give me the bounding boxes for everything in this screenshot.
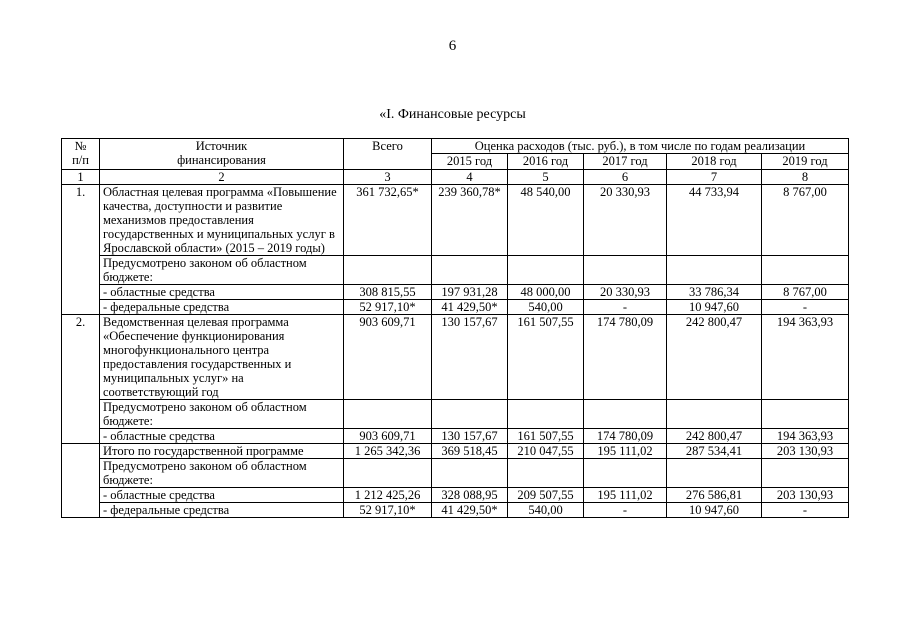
- header-year: 2018 год: [667, 154, 762, 170]
- row-value: 161 507,55: [508, 315, 584, 400]
- column-numbers-row: [62, 170, 849, 185]
- row-value: 194 363,93: [762, 315, 849, 400]
- row-value: 44 733,94: [667, 185, 762, 256]
- row-description: - областные средства: [100, 285, 344, 300]
- row-value: 540,00: [508, 503, 584, 518]
- row-value: 48 540,00: [508, 185, 584, 256]
- row-value: 41 429,50*: [432, 300, 508, 315]
- row-value: 20 330,93: [584, 285, 667, 300]
- header-total: Всего: [344, 139, 432, 170]
- row-value: 242 800,47: [667, 429, 762, 444]
- header-year: 2016 год: [508, 154, 584, 170]
- row-index: [62, 444, 100, 518]
- row-value: 308 815,55: [344, 285, 432, 300]
- table-row: [62, 300, 849, 315]
- row-value: 20 330,93: [584, 185, 667, 256]
- row-value: 174 780,09: [584, 315, 667, 400]
- row-description: Предусмотрено законом об областном бюджете:: [100, 256, 344, 285]
- row-value: 328 088,95: [432, 488, 508, 503]
- row-value: 369 518,45: [432, 444, 508, 459]
- row-value: 209 507,55: [508, 488, 584, 503]
- row-description: Предусмотрено законом об областном бюджете:: [100, 459, 344, 488]
- row-value: 8 767,00: [762, 185, 849, 256]
- row-value: 130 157,67: [432, 315, 508, 400]
- table-row: [62, 503, 849, 518]
- row-value: 48 000,00: [508, 285, 584, 300]
- row-value: 276 586,81: [667, 488, 762, 503]
- row-value: 195 111,02: [584, 488, 667, 503]
- row-value: 203 130,93: [762, 488, 849, 503]
- row-description: - федеральные средства: [100, 503, 344, 518]
- column-number: 3: [344, 170, 432, 185]
- row-value: 203 130,93: [762, 444, 849, 459]
- row-description: Областная целевая программа «Повышение качества, доступности и развитие механизмов предоставления государственных и муниципальных услуг в Ярославской области» (2015 – 2019 годы): [100, 185, 344, 256]
- row-value: 540,00: [508, 300, 584, 315]
- row-value: 52 917,10*: [344, 300, 432, 315]
- row-value: 287 534,41: [667, 444, 762, 459]
- row-description: - областные средства: [100, 488, 344, 503]
- row-value: 10 947,60: [667, 503, 762, 518]
- row-value: -: [762, 503, 849, 518]
- row-value: 239 360,78*: [432, 185, 508, 256]
- header-row-main: [62, 139, 849, 154]
- row-value: 10 947,60: [667, 300, 762, 315]
- header-year: 2015 год: [432, 154, 508, 170]
- header-year: 2017 год: [584, 154, 667, 170]
- column-number: 4: [432, 170, 508, 185]
- row-description: - областные средства: [100, 429, 344, 444]
- row-value: 197 931,28: [432, 285, 508, 300]
- row-value: 1 265 342,36: [344, 444, 432, 459]
- table-row: [62, 488, 849, 503]
- table-row: [62, 459, 849, 488]
- row-value: 52 917,10*: [344, 503, 432, 518]
- row-value: -: [584, 503, 667, 518]
- row-value: 1 212 425,26: [344, 488, 432, 503]
- section-title: «I. Финансовые ресурсы: [379, 107, 526, 122]
- column-number: 1: [62, 170, 100, 185]
- row-value: -: [584, 300, 667, 315]
- column-number: 8: [762, 170, 849, 185]
- row-value: -: [762, 300, 849, 315]
- column-number: 6: [584, 170, 667, 185]
- table-row: [62, 185, 849, 256]
- row-value: 8 767,00: [762, 285, 849, 300]
- row-value: 174 780,09: [584, 429, 667, 444]
- table-row: [62, 256, 849, 285]
- row-description: Предусмотрено законом об областном бюджете:: [100, 400, 344, 429]
- header-year: 2019 год: [762, 154, 849, 170]
- row-value: 41 429,50*: [432, 503, 508, 518]
- header-estimate: Оценка расходов (тыс. руб.), в том числе по годам реализации: [432, 139, 849, 154]
- table-row-total: [62, 444, 849, 459]
- row-index: 1.: [62, 185, 100, 315]
- row-value: 361 732,65*: [344, 185, 432, 256]
- row-value: 194 363,93: [762, 429, 849, 444]
- column-number: 5: [508, 170, 584, 185]
- row-value: 33 786,34: [667, 285, 762, 300]
- row-value: 210 047,55: [508, 444, 584, 459]
- header-num: № п/п: [62, 139, 100, 170]
- table-row: [62, 400, 849, 429]
- row-value: 130 157,67: [432, 429, 508, 444]
- page-number: 6: [448, 38, 457, 54]
- row-value: 195 111,02: [584, 444, 667, 459]
- table-row: [62, 315, 849, 400]
- row-description: Итого по государственной программе: [100, 444, 344, 459]
- table-row: [62, 285, 849, 300]
- column-number: 2: [100, 170, 344, 185]
- row-description: - федеральные средства: [100, 300, 344, 315]
- row-value: 161 507,55: [508, 429, 584, 444]
- financial-resources-table: [61, 138, 849, 518]
- row-index: 2.: [62, 315, 100, 444]
- table-row: [62, 429, 849, 444]
- row-value: 242 800,47: [667, 315, 762, 400]
- header-source: Источник финансирования: [100, 139, 344, 170]
- row-value: 903 609,71: [344, 429, 432, 444]
- row-value: 903 609,71: [344, 315, 432, 400]
- row-description: Ведомственная целевая программа «Обеспечение функционирования многофункционального центра предоставления государственных и муниципальных услуг» на соответствующий год: [100, 315, 344, 400]
- column-number: 7: [667, 170, 762, 185]
